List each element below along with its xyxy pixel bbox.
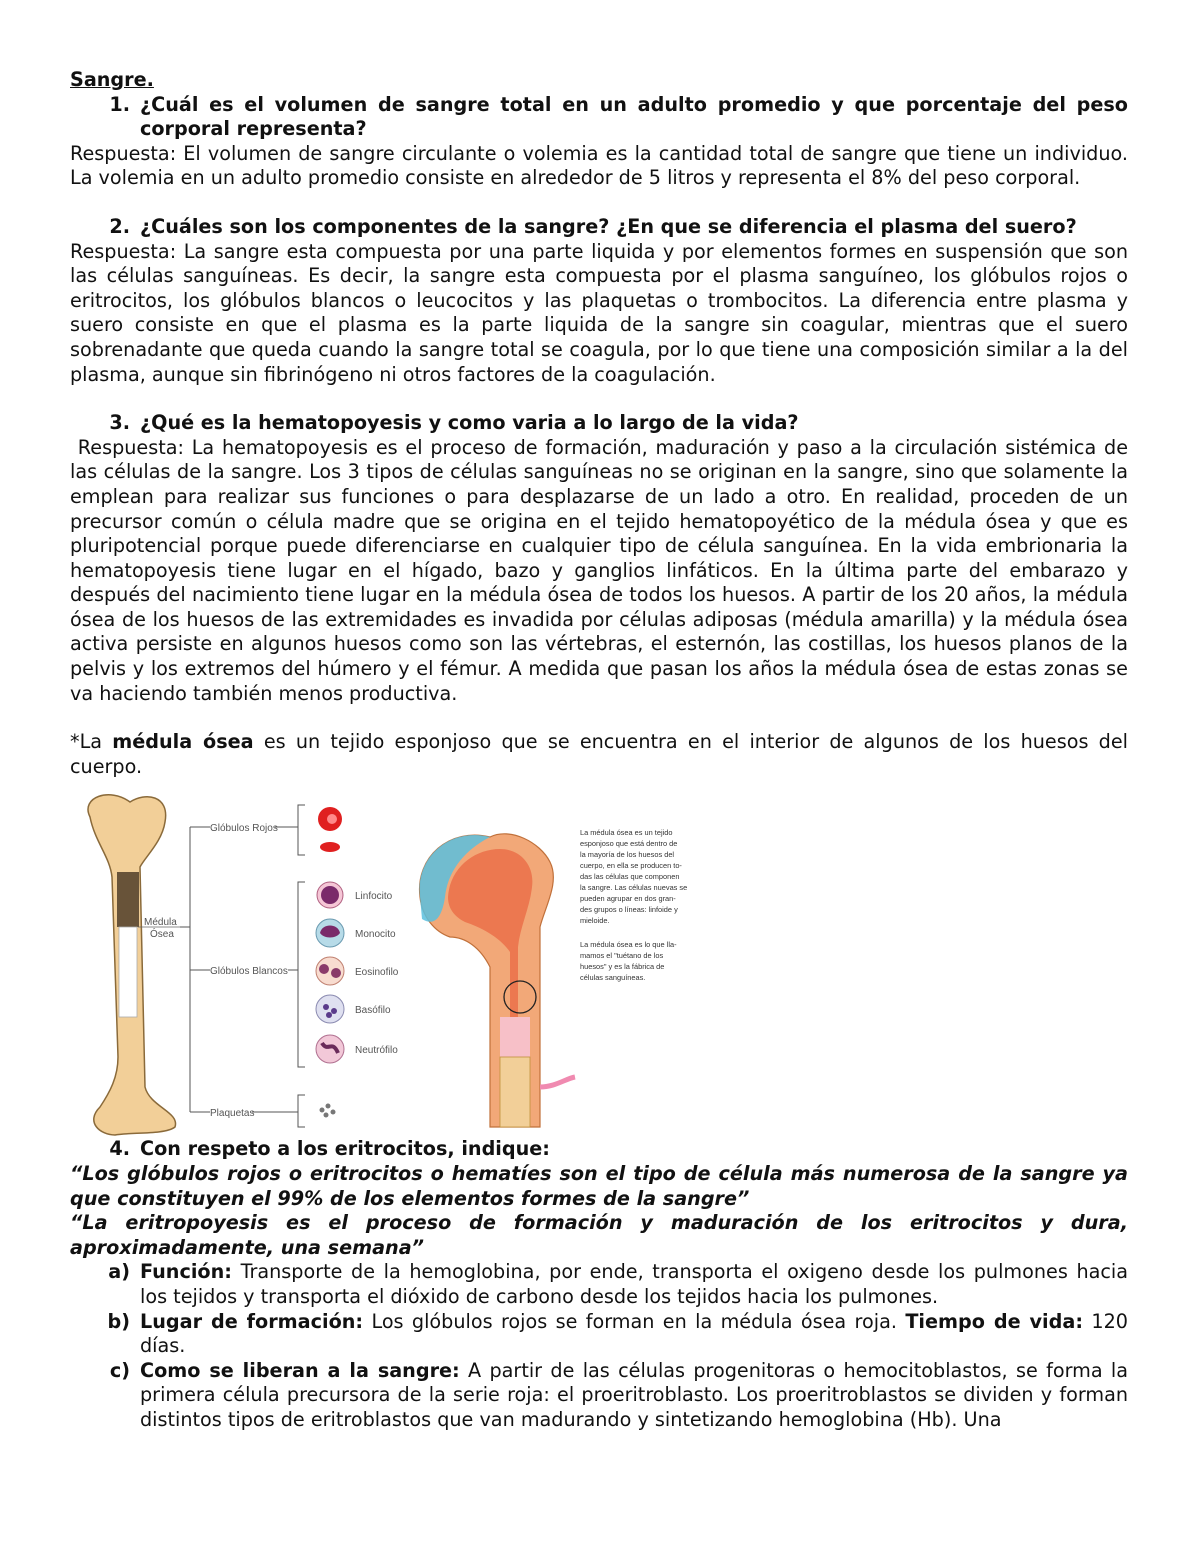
label-globulos-blancos: Glóbulos Blancos xyxy=(210,966,288,978)
quote-eritropoyesis: “La eritropoyesis es el proceso de formación y maduración de los eritrocitos y dura, aproximadamente, una semana” xyxy=(70,1211,1128,1259)
desc-line-6: la sangre. Las células nuevas se xyxy=(580,883,688,893)
label-plaquetas: Plaquetas xyxy=(210,1108,255,1120)
item-c xyxy=(70,1359,1128,1433)
question-4-text: Con respeto a los eritrocitos, indique: xyxy=(140,1137,550,1161)
question-3 xyxy=(70,411,1128,436)
question-2 xyxy=(70,215,1128,240)
desc-line-3: la mayoría de los huesos del xyxy=(580,850,675,860)
label-neutrofilo: Neutrófilo xyxy=(355,1045,398,1057)
desc-line-7: pueden agrupar en dos gran- xyxy=(580,894,676,904)
question-2-text: ¿Cuáles son los componentes de la sangre? ¿En que se diferencia el plasma del suero? xyxy=(140,214,1077,238)
desc-line-4: cuerpo, en ella se producen to- xyxy=(580,861,682,871)
item-c-label: Como se liberan a la sangre: xyxy=(140,1358,460,1382)
femoral-head-cross-section xyxy=(420,834,575,1127)
bone-marrow-note xyxy=(70,730,1128,779)
label-basofilo: Basófilo xyxy=(355,1005,391,1017)
desc-line-8: des grupos o líneas: linfoide y xyxy=(580,905,678,915)
item-a-number: a) xyxy=(108,1260,130,1284)
label-globulos-rojos: Glóbulos Rojos xyxy=(210,823,278,835)
note-bold-term: médula ósea xyxy=(112,730,254,754)
question-3-number: 3. xyxy=(109,411,130,435)
bone-marrow-illustration xyxy=(70,787,1128,1137)
item-b xyxy=(70,1310,1128,1359)
label-eosinofilo: Eosinofilo xyxy=(355,967,399,979)
item-b-text: Los glóbulos rojos se forman en la médula ósea roja. xyxy=(363,1309,906,1333)
question-2-number: 2. xyxy=(109,214,130,238)
label-medula-line1: Médula xyxy=(144,917,177,929)
note-rest: es un tejido esponjoso que se encuentra en el interior de algunos de los huesos del cuerpo. xyxy=(70,730,1129,778)
answer-2: Respuesta: La sangre esta compuesta por una parte liquida y por elementos formes en suspensión que son las células sanguíneas. Es decir, la sangre esta compuesta por el plasma sanguíneo, los glóbulos rojos o eritrocitos, los glóbulos blancos o leucocitos y las plaquetas o trombocitos. La diferencia entre plasma y suero consiste en que el plasma es la parte liquida de la sangre sin coagular, mientras que el suero sobrenadante que queda cuando la sangre total se coagula, por lo que tiene una composición similar a la del plasma, aunque sin fibrinógeno ni otros factores de la coagulación. xyxy=(70,239,1128,386)
item-b-label: Lugar de formación: xyxy=(140,1309,364,1333)
item-c-number: c) xyxy=(109,1358,130,1382)
document-title: Sangre. xyxy=(70,68,154,91)
note-prefix: *La xyxy=(70,730,113,754)
answer-1: Respuesta: El volumen de sangre circulante o volemia es la cantidad total de sangre que tiene un individuo. La volemia en un adulto promedio consiste en alrededor de 5 litros y representa el 8% del peso corporal. xyxy=(70,141,1128,190)
red-blood-cells xyxy=(318,807,342,852)
desc-line-2: esponjoso que está dentro de xyxy=(580,839,678,849)
item-b-text2: 120 días. xyxy=(140,1309,1128,1358)
item-c-text: A partir de las células progenitoras o hemocitoblastos, se forma la primera célula precursora de la serie roja: el proeritroblasto. Los proeritroblastos se dividen y forman distintos tipos de eritroblastos que van madurando y sintetizando hemoglobina (Hb). Una xyxy=(140,1358,1128,1431)
item-a-label: Función: xyxy=(140,1260,232,1284)
platelets xyxy=(320,1104,336,1118)
desc2-line-2: mamos el "tuétano de los xyxy=(580,951,664,961)
label-medula-line2: Ósea xyxy=(150,929,174,941)
desc-line-5: das las células que componen xyxy=(580,872,680,882)
item-a xyxy=(70,1260,1128,1309)
femur-drawing xyxy=(88,795,180,1135)
label-linfocito: Linfocito xyxy=(355,891,393,903)
item-b-number: b) xyxy=(107,1309,130,1333)
desc-line-9: mieloide. xyxy=(580,916,610,926)
quote-eritrocitos: “Los glóbulos rojos o eritrocitos o hematíes son el tipo de célula más numerosa de la sangre ya que constituyen el 99% de los elementos formes de la sangre” xyxy=(70,1162,1128,1210)
desc-line-1: La médula ósea es un tejido xyxy=(580,828,673,838)
label-monocito: Monocito xyxy=(355,929,396,941)
desc2-line-4: células sanguíneas. xyxy=(580,973,646,983)
white-blood-cells xyxy=(316,882,344,1063)
bone-marrow-figure xyxy=(70,787,1128,1137)
question-1-number: 1. xyxy=(109,92,130,116)
question-1 xyxy=(70,93,1128,142)
question-1-text: ¿Cuál es el volumen de sangre total en un adulto promedio y que porcentaje del peso corporal representa? xyxy=(140,92,1128,141)
desc2-line-1: La médula ósea es lo que lla- xyxy=(580,940,677,950)
item-a-text: Transporte de la hemoglobina, por ende, transporta el oxigeno desde los pulmones hacia los tejidos y transporta el dióxido de carbono desde los tejidos hacia los pulmones. xyxy=(140,1260,1128,1308)
question-4-number: 4. xyxy=(109,1137,130,1161)
document-page xyxy=(70,68,1135,1433)
desc2-line-3: huesos" y es la fábrica de xyxy=(580,962,665,972)
question-4 xyxy=(70,1137,1128,1162)
answer-3: Respuesta: La hematopoyesis es el proceso de formación, maduración y paso a la circulación sistémica de las células de la sangre. Los 3 tipos de células sanguíneas no se originan en la sangre, sino que solamente la emplean para realizar sus funciones o para desplazarse de un lado a otro. En realidad, proceden de un precursor común o célula madre que se origina en el tejido hematopoyético de la médula ósea y que es pluripotencial porque puede diferenciarse en cualquier tipo de célula sanguínea. En la vida embrionaria la hematopoyesis tiene lugar en el hígado, bazo y ganglios linfáticos. En la última parte del embarazo y después del nacimiento tiene lugar en la médula ósea de todos los huesos. A partir de los 20 años, la médula ósea de los huesos de las extremidades es invadida por células adiposas (médula amarilla) y la médula ósea activa persiste en algunos huesos como son las vértebras, el esternón, las costillas, los huesos planos de la pelvis y los extremos del húmero y el fémur. A medida que pasan los años la médula ósea de estas zonas se va haciendo también menos productiva. xyxy=(70,435,1135,705)
question-3-text: ¿Qué es la hematopoyesis y como varia a lo largo de la vida? xyxy=(140,411,799,435)
item-b-label2: Tiempo de vida: xyxy=(905,1309,1083,1333)
